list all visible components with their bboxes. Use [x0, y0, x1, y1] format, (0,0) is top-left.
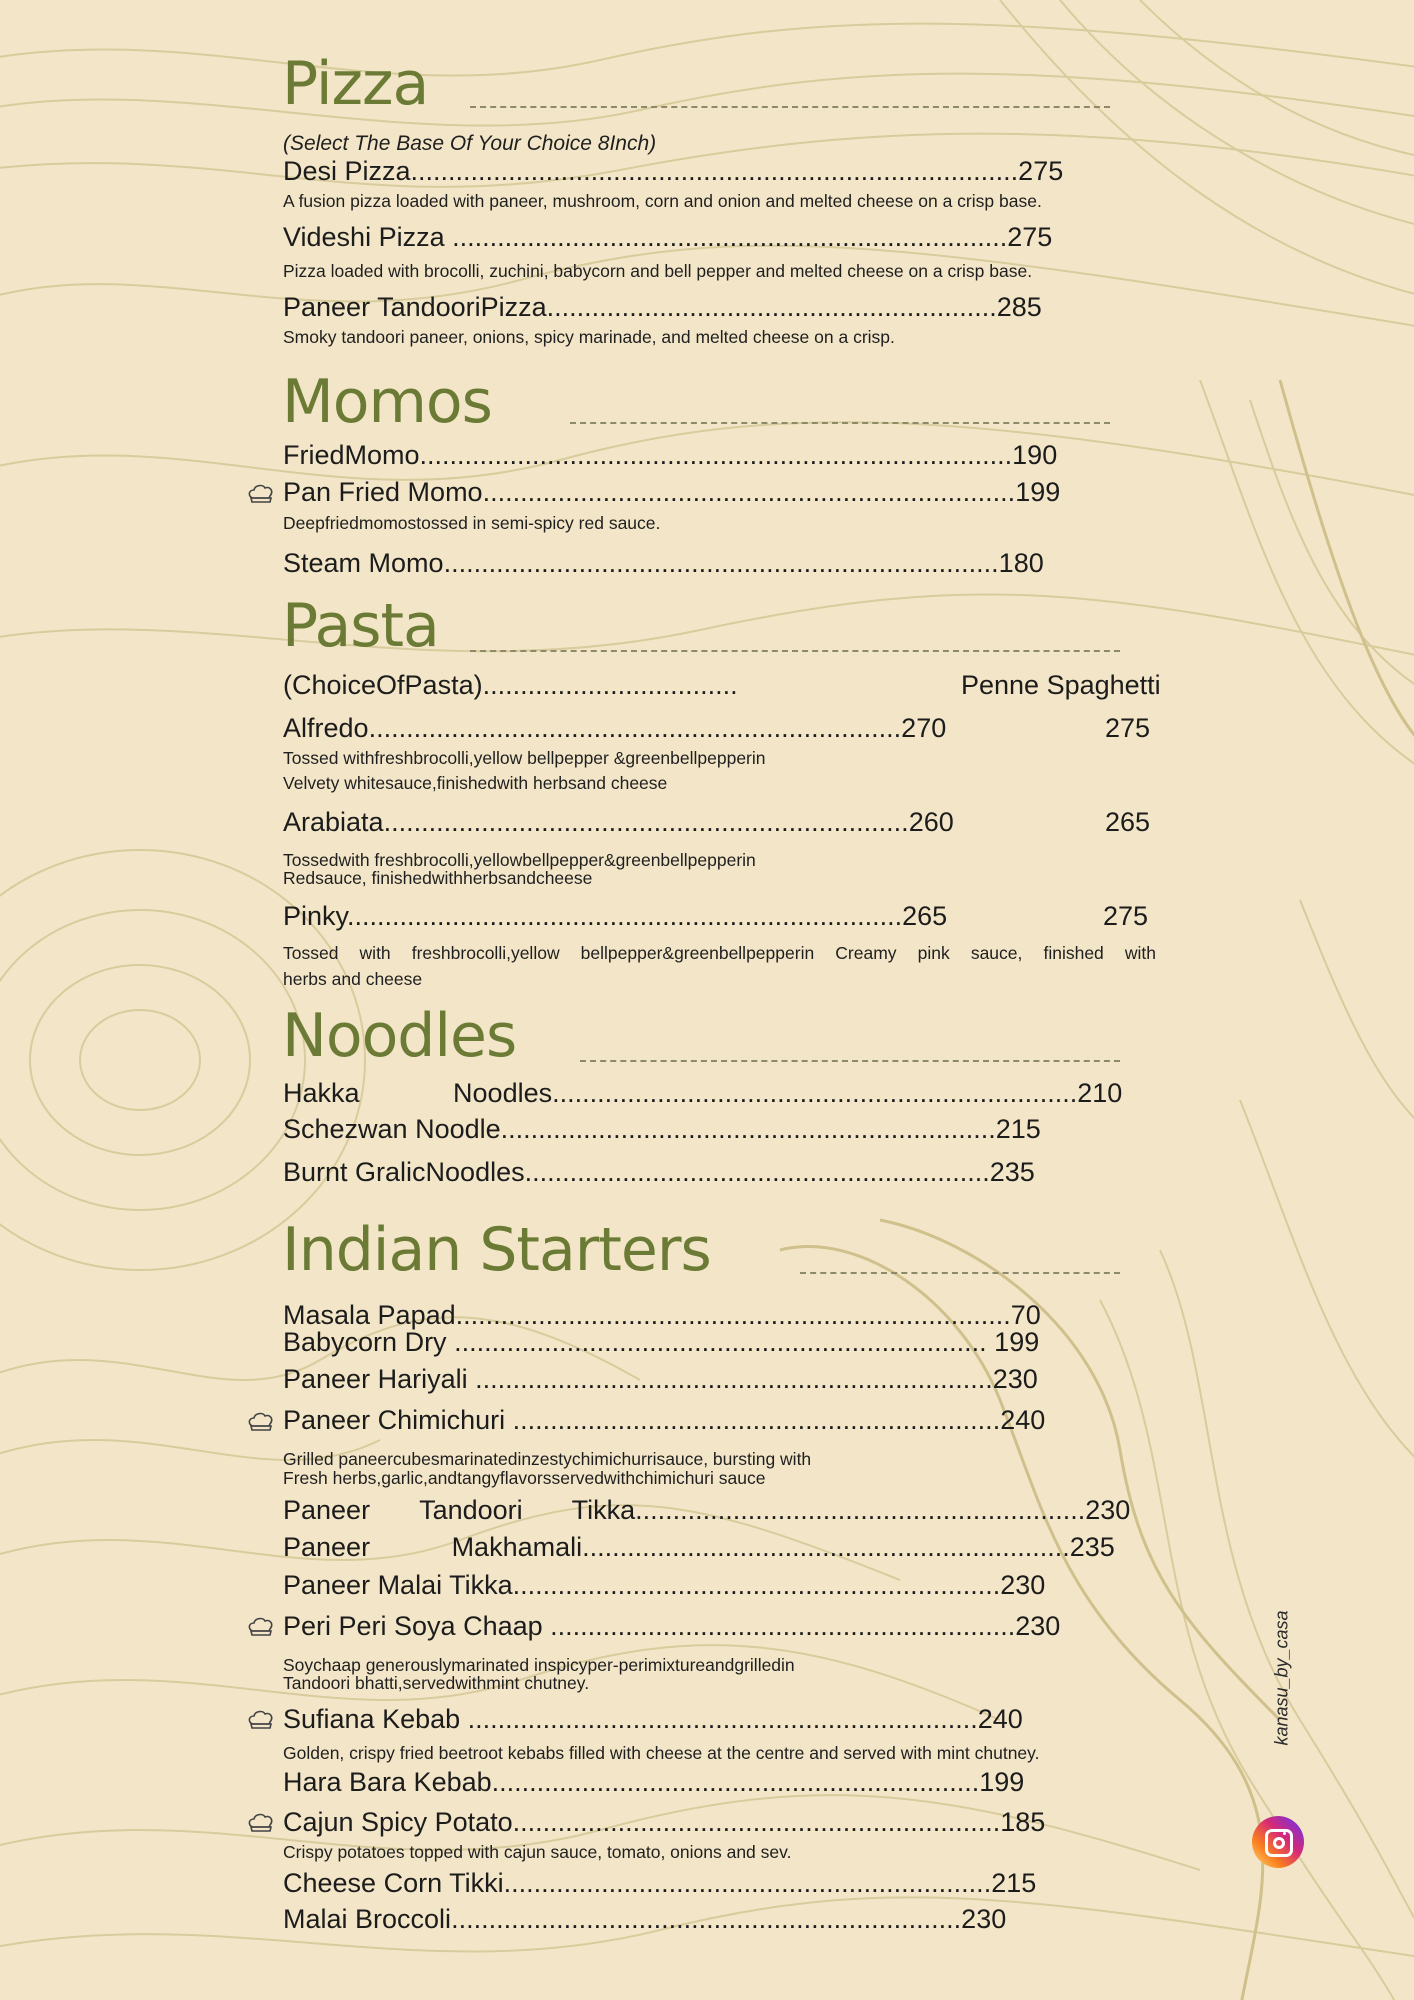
column-penne: Penne [961, 670, 1040, 700]
item-name: Paneer Chimichuri [283, 1405, 513, 1435]
item-name: Hara Bara Kebab [283, 1767, 492, 1797]
pasta-column-headers [961, 670, 1161, 700]
menu-item-peri-peri-soya-chaap: Peri Peri Soya Chaap ..............................................................230 [283, 1611, 1061, 1641]
pasta-choice-label: (ChoiceOfPasta) [283, 670, 483, 700]
heading-rule [570, 422, 1110, 424]
item-name: Alfredo [283, 713, 369, 743]
menu-item-alfredo: Alfredo.......................................................................270 [283, 713, 947, 743]
menu-item-pan-fried-momo: Pan Fried Momo.......................................................................199 [283, 477, 1061, 507]
item-description: Golden, crispy fried beetroot kebabs filled with cheese at the centre and served with mint chutney. [283, 1743, 1040, 1763]
item-name: Babycorn Dry [283, 1327, 455, 1357]
menu-item-hara-bara-kebab: Hara Bara Kebab.................................................................199 [283, 1767, 1025, 1797]
item-name: Paneer TandooriPizza [283, 292, 547, 322]
pizza-base-note: (Select The Base Of Your Choice 8Inch) [283, 132, 657, 155]
item-description: Pizza loaded with brocolli, zuchini, babycorn and bell pepper and melted cheese on a crisp base. [283, 261, 1033, 281]
item-name: Pinky [283, 901, 348, 931]
menu-item-paneer-tandoori-tikka: Paneer Tandoori Tikka............................................................230 [283, 1495, 1131, 1525]
item-name: Paneer Makhamali [283, 1532, 583, 1562]
menu-item-paneer-malai-tikka: Paneer Malai Tikka.................................................................230 [283, 1570, 1046, 1600]
menu-item-arabiata: Arabiata......................................................................260 [283, 807, 954, 837]
item-name: Arabiata [283, 807, 384, 837]
item-price: 230 [1000, 1570, 1046, 1600]
item-price: 185 [1000, 1807, 1046, 1837]
item-description: Redsauce, finishedwithherbsandcheese [283, 868, 593, 888]
item-price: 230 [1015, 1611, 1061, 1641]
section-title-pasta: Pasta [282, 591, 439, 661]
heading-rule [800, 1272, 1120, 1274]
column-spaghetti: Spaghetti [1046, 670, 1161, 700]
item-price: 275 [1018, 156, 1064, 186]
item-price-penne: 265 [902, 901, 948, 931]
item-price: 215 [991, 1868, 1037, 1898]
chef-hat-icon [247, 1813, 275, 1833]
section-title-indian-starters: Indian Starters [282, 1215, 711, 1285]
menu-item-burnt-garlic-noodles: Burnt GralicNoodles..............................................................235 [283, 1157, 1035, 1187]
item-description: Tossed with freshbrocolli,yellow bellpepper&greenbellpepperin Creamy pink sauce, finished with [283, 943, 1156, 963]
item-price: 275 [1007, 222, 1053, 252]
menu-item-desi-pizza: Desi Pizza.................................................................................275 [283, 156, 1064, 186]
item-price: 240 [1000, 1405, 1046, 1435]
menu-item-pinky: Pinky..........................................................................265 [283, 901, 948, 931]
item-name: Sufiana Kebab [283, 1704, 468, 1734]
item-name: Steam Momo [283, 548, 444, 578]
menu-item-paneer-hariyali: Paneer Hariyali .....................................................................230 [283, 1364, 1038, 1394]
item-price: 190 [1012, 440, 1058, 470]
item-price: 199 [979, 1767, 1025, 1797]
item-name: Pan Fried Momo [283, 477, 483, 507]
item-description: Deepfriedmomostossed in semi-spicy red sauce. [283, 513, 661, 533]
item-name: Hakka Noodles [283, 1078, 553, 1108]
item-description: herbs and cheese [283, 969, 423, 989]
menu-item-steam-momo: Steam Momo..........................................................................180 [283, 548, 1044, 578]
section-title-noodles: Noodles [282, 1001, 517, 1071]
item-price: 235 [989, 1157, 1035, 1187]
item-price: 235 [1069, 1532, 1115, 1562]
menu-item-cajun-spicy-potato: Cajun Spicy Potato.................................................................185 [283, 1807, 1046, 1837]
menu-item-babycorn-dry: Babycorn Dry ....................................................................... 199 [283, 1327, 1040, 1357]
chef-hat-icon [247, 1710, 275, 1730]
item-name: Peri Peri Soya Chaap [283, 1611, 551, 1641]
item-price: 240 [977, 1704, 1023, 1734]
item-description: Velvety whitesauce,finishedwith herbsand cheese [283, 773, 668, 793]
item-price: 199 [986, 1327, 1040, 1357]
item-name: Cheese Corn Tikki [283, 1868, 504, 1898]
item-price: 180 [998, 548, 1044, 578]
menu-item-hakka-noodles: Hakka Noodles......................................................................210 [283, 1078, 1123, 1108]
item-description: Grilled paneercubesmarinatedinzestychimichurrisauce, bursting with [283, 1449, 812, 1469]
item-price-penne: 260 [908, 807, 954, 837]
item-name: Desi Pizza [283, 156, 411, 186]
item-description: Crispy potatoes topped with cajun sauce, tomato, onions and sev. [283, 1842, 792, 1862]
menu-item-malai-broccoli: Malai Broccoli....................................................................230 [283, 1904, 1007, 1934]
item-description: Tossed withfreshbrocolli,yellow bellpepper &greenbellpepperin [283, 748, 766, 768]
menu-item-paneer-chimichuri: Paneer Chimichuri .................................................................240 [283, 1405, 1046, 1435]
item-price: 230 [1085, 1495, 1131, 1525]
item-name: Paneer Tandoori Tikka [283, 1495, 636, 1525]
item-name: FriedMomo [283, 440, 420, 470]
item-price: 210 [1077, 1078, 1123, 1108]
item-price: 215 [995, 1114, 1041, 1144]
item-price-spaghetti: 265 [1105, 807, 1151, 837]
item-description: Tandoori bhatti,servedwithmint chutney. [283, 1673, 590, 1693]
chef-hat-icon [247, 484, 275, 504]
item-name: Paneer Hariyali [283, 1364, 476, 1394]
item-description: A fusion pizza loaded with paneer, mushroom, corn and onion and melted cheese on a crisp base. [283, 191, 1042, 211]
item-name: Schezwan Noodle [283, 1114, 501, 1144]
item-description: Tossedwith freshbrocolli,yellowbellpepper&greenbellpepperin [283, 850, 756, 870]
menu-item-sufiana-kebab: Sufiana Kebab ....................................................................240 [283, 1704, 1023, 1734]
item-name: Malai Broccoli [283, 1904, 452, 1934]
item-price: 230 [992, 1364, 1038, 1394]
item-name: Paneer Malai Tikka [283, 1570, 513, 1600]
menu-item-masala-papad: Masala Papad..........................................................................70 [283, 1300, 1041, 1330]
menu-item-paneer-makhamali: Paneer Makhamali.................................................................235 [283, 1532, 1115, 1562]
item-name: Masala Papad [283, 1300, 456, 1330]
item-name: Burnt GralicNoodles [283, 1157, 525, 1187]
item-price-spaghetti: 275 [1103, 901, 1149, 931]
heading-rule [470, 650, 1120, 652]
chef-hat-icon [247, 1412, 275, 1432]
menu-item-fried-momo: FriedMomo...............................................................................190 [283, 440, 1058, 470]
chef-hat-icon [247, 1617, 275, 1637]
item-price: 199 [1015, 477, 1061, 507]
instagram-icon[interactable] [1252, 1816, 1304, 1868]
menu-item-cheese-corn-tikki: Cheese Corn Tikki.................................................................215 [283, 1868, 1037, 1898]
item-description: Soychaap generouslymarinated inspicyper-perimixtureandgrilledin [283, 1655, 795, 1675]
heading-rule [580, 1060, 1120, 1062]
menu-item-schezwan-noodle: Schezwan Noodle..................................................................215 [283, 1114, 1041, 1144]
section-title-pizza: Pizza [282, 49, 429, 119]
item-description: Smoky tandoori paneer, onions, spicy marinade, and melted cheese on a crisp. [283, 327, 895, 347]
menu-item-videshi-pizza: Videshi Pizza ..........................................................................275 [283, 222, 1053, 252]
pasta-choice-row: (ChoiceOfPasta).................................. [283, 670, 738, 700]
item-price-spaghetti: 275 [1105, 713, 1151, 743]
item-price: 230 [961, 1904, 1007, 1934]
item-price-penne: 270 [901, 713, 947, 743]
instagram-handle[interactable]: kanasu_by_casa [1271, 1610, 1292, 1746]
item-name: Cajun Spicy Potato [283, 1807, 513, 1837]
item-description: Fresh herbs,garlic,andtangyflavorsservedwithchimichuri sauce [283, 1468, 766, 1488]
menu-item-paneer-tandoori-pizza: Paneer TandooriPizza............................................................285 [283, 292, 1042, 322]
item-price: 285 [996, 292, 1042, 322]
heading-rule [470, 106, 1110, 108]
item-price: 70 [1010, 1300, 1041, 1330]
section-title-momos: Momos [282, 367, 492, 437]
item-name: Videshi Pizza [283, 222, 453, 252]
